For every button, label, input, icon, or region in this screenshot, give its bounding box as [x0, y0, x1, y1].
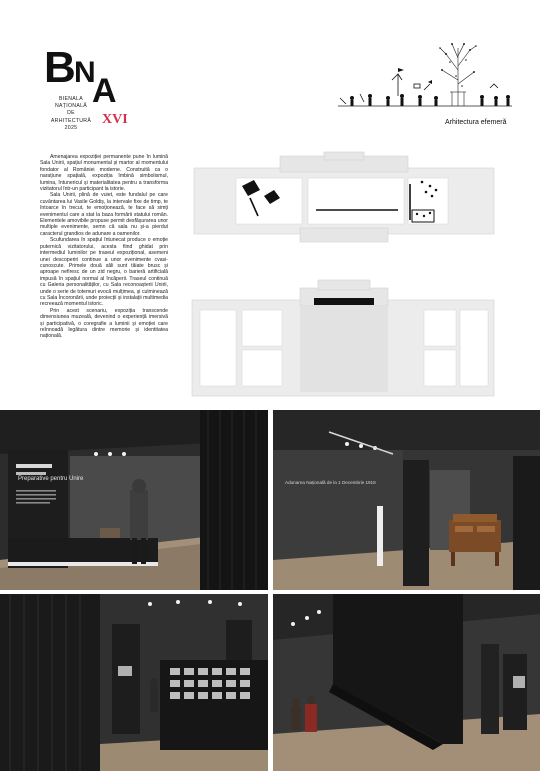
photo-exhibition-hall-4	[273, 594, 540, 771]
upper-floor-plan	[194, 152, 494, 242]
logo-letter-a: A	[92, 72, 117, 110]
logo-letter-b: B	[44, 43, 76, 92]
paragraph-3: Scufundarea în spațiul întunecat produce o emoție puternică vizitatorului, acesta fiind ghidat prin intermediul luminilor pe traseul expozițional, asemeni unei descoperiri continue a unor evenimente cvasi-cunoscute. Primele două săli sunt tăiate brusc și aproape nefiresc de un zid negru, o barieră artificială impusă în spațiul normal al încăperii. Traseul continuă cu Galeria personalităților, cu Sala reconoașterii Unirii, unde o serie de totemuri evocă mulțimea, și culminează cu Sala Încoronării, unde proiecții și instalații multimedia recreează momentul istoric.	[40, 237, 168, 308]
bna-logo	[40, 42, 140, 142]
logo-letter-n: N	[74, 56, 96, 89]
photo-2-panel-text: Adunarea Națională de la 1 Decembrie 1918	[285, 480, 376, 485]
logo-subtitle-line: DE	[67, 110, 75, 117]
photo-exhibition-hall-2	[273, 410, 540, 590]
paragraph-4: Prin acest scenariu, expoziția transcende dimensiunea muzeală, devenind o experiență imersivă și participativă, o coregrafie a luminii și emoției care reînnoadă legătura dintre memorie și identitatea națională.	[40, 307, 168, 340]
photo-exhibition-hall-1	[0, 410, 268, 590]
floor-plans	[188, 150, 500, 402]
logo-subtitle-line: ARHITECTURĂ	[50, 117, 92, 124]
photo-exhibition-hall-3	[0, 594, 268, 771]
paragraph-2: Sala Unirii, plină de vuiet, este fundalul pe care cuvântarea lui Vasile Goldiș, la intervale fixe de timp, te întoarce în trecut, te emoționează, te face să simți evenimentul care a stat la baza formării statului român. Elementele amovibile propuse permit desfășurarea unor multiple evenimente, semn că sala nu și-a pierdut caracterul grandios de adunare a oamenilor.	[40, 192, 168, 237]
paragraph-1: Amenajarea expoziției permanente pune în lumină Sala Unirii, spațiul monumental și martor al momentului fondator al României moderne. Construită ca o narațiune spațială, expoziția îmbină simbolismul, lumina, întunericul și materialitatea pentru a transforma vizitatorul într-un participant la istorie.	[40, 154, 168, 193]
photo-1-panel-text: Preparative pentru Unire	[18, 476, 84, 482]
section-title: Arhitectura efemeră	[445, 119, 507, 126]
logo-edition: XVI	[102, 112, 128, 127]
ephemeral-architecture-illustration	[330, 40, 520, 120]
body-text	[40, 154, 168, 340]
logo-subtitle-line: NAȚIONALĂ	[54, 103, 88, 110]
lower-floor-plan	[192, 280, 494, 396]
logo-subtitle	[48, 96, 94, 132]
logo-subtitle-line: BIENALA	[58, 96, 83, 102]
logo-subtitle-line: 2025	[64, 124, 78, 131]
